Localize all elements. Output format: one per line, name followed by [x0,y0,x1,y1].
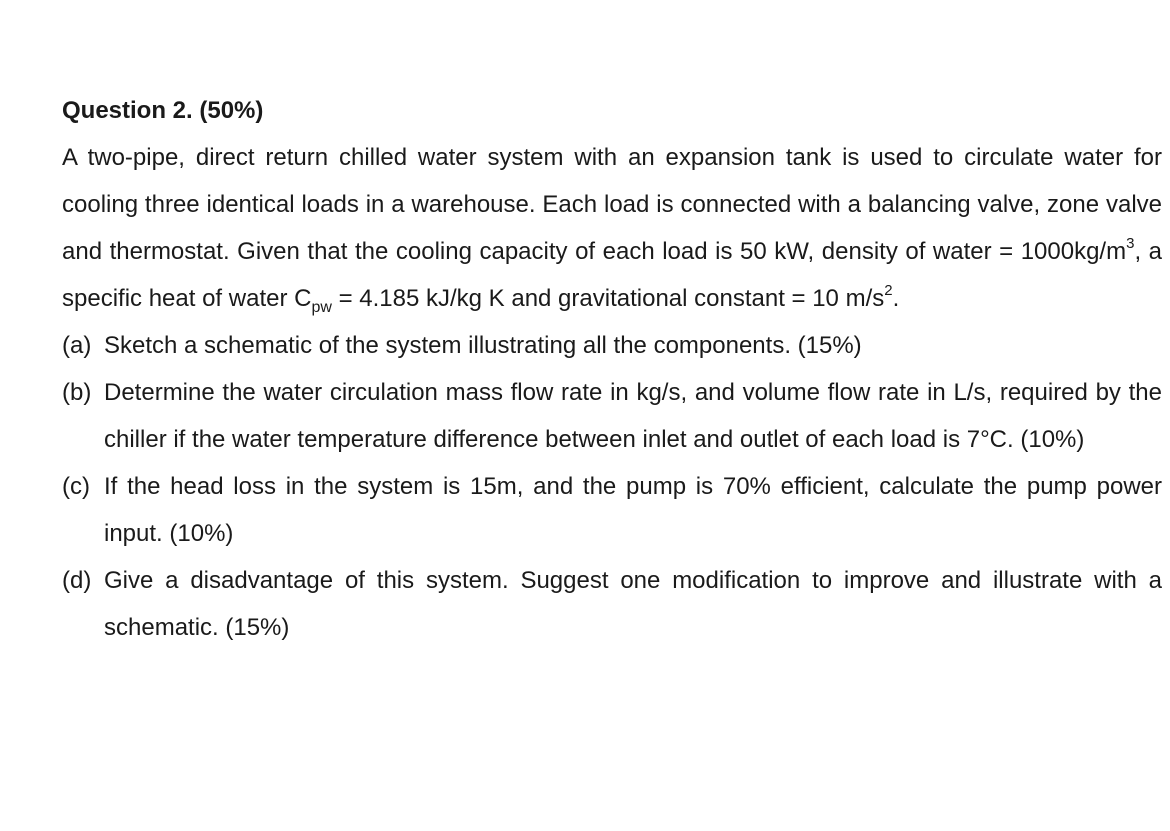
part-text: Sketch a schematic of the system illustrating all the components. (15%) [104,332,862,359]
gravity-unit-superscript: 2 [884,282,893,299]
density-unit-superscript: 3 [1126,235,1135,252]
intro-text-3: = 4.185 kJ/kg K and gravitational constant = 10 m/s [331,285,885,312]
part-label: (b) [62,379,92,406]
part-label: (c) [62,473,90,500]
intro-text-1: A two-pipe, direct return chilled water system with an expansion tank is used to circulate water for cooling three identical loads in a warehouse. Each load is connected with a balancing valve, zone valve and thermostat. Given that the cooling capacity of each load is 50 kW, density of water = 1000kg/m [62,144,1162,265]
specific-heat-subscript: pw [311,298,332,316]
question-part-a [62,322,1162,369]
part-text: If the head loss in the system is 15m, and the pump is 70% efficient, calculate the pump power input. (10%) [104,473,1162,547]
intro-text-4: . [892,285,900,312]
intro-text-2: , a specific heat of water C [62,238,1163,312]
part-text: Give a disadvantage of this system. Suggest one modification to improve and illustrate with a schematic. (15%) [104,567,1162,641]
part-label: (d) [62,567,92,594]
question-part-d [62,557,1162,651]
question-title: Question 2. (50%) [62,97,264,124]
question-document [62,88,1162,651]
question-intro [62,134,1162,322]
question-part-c [62,463,1162,557]
question-part-b [62,369,1162,463]
question-parts [62,322,1162,651]
part-text: Determine the water circulation mass flow rate in kg/s, and volume flow rate in L/s, required by the chiller if the water temperature difference between inlet and outlet of each load is 7°C. (10%) [104,379,1162,453]
part-label: (a) [62,332,92,359]
